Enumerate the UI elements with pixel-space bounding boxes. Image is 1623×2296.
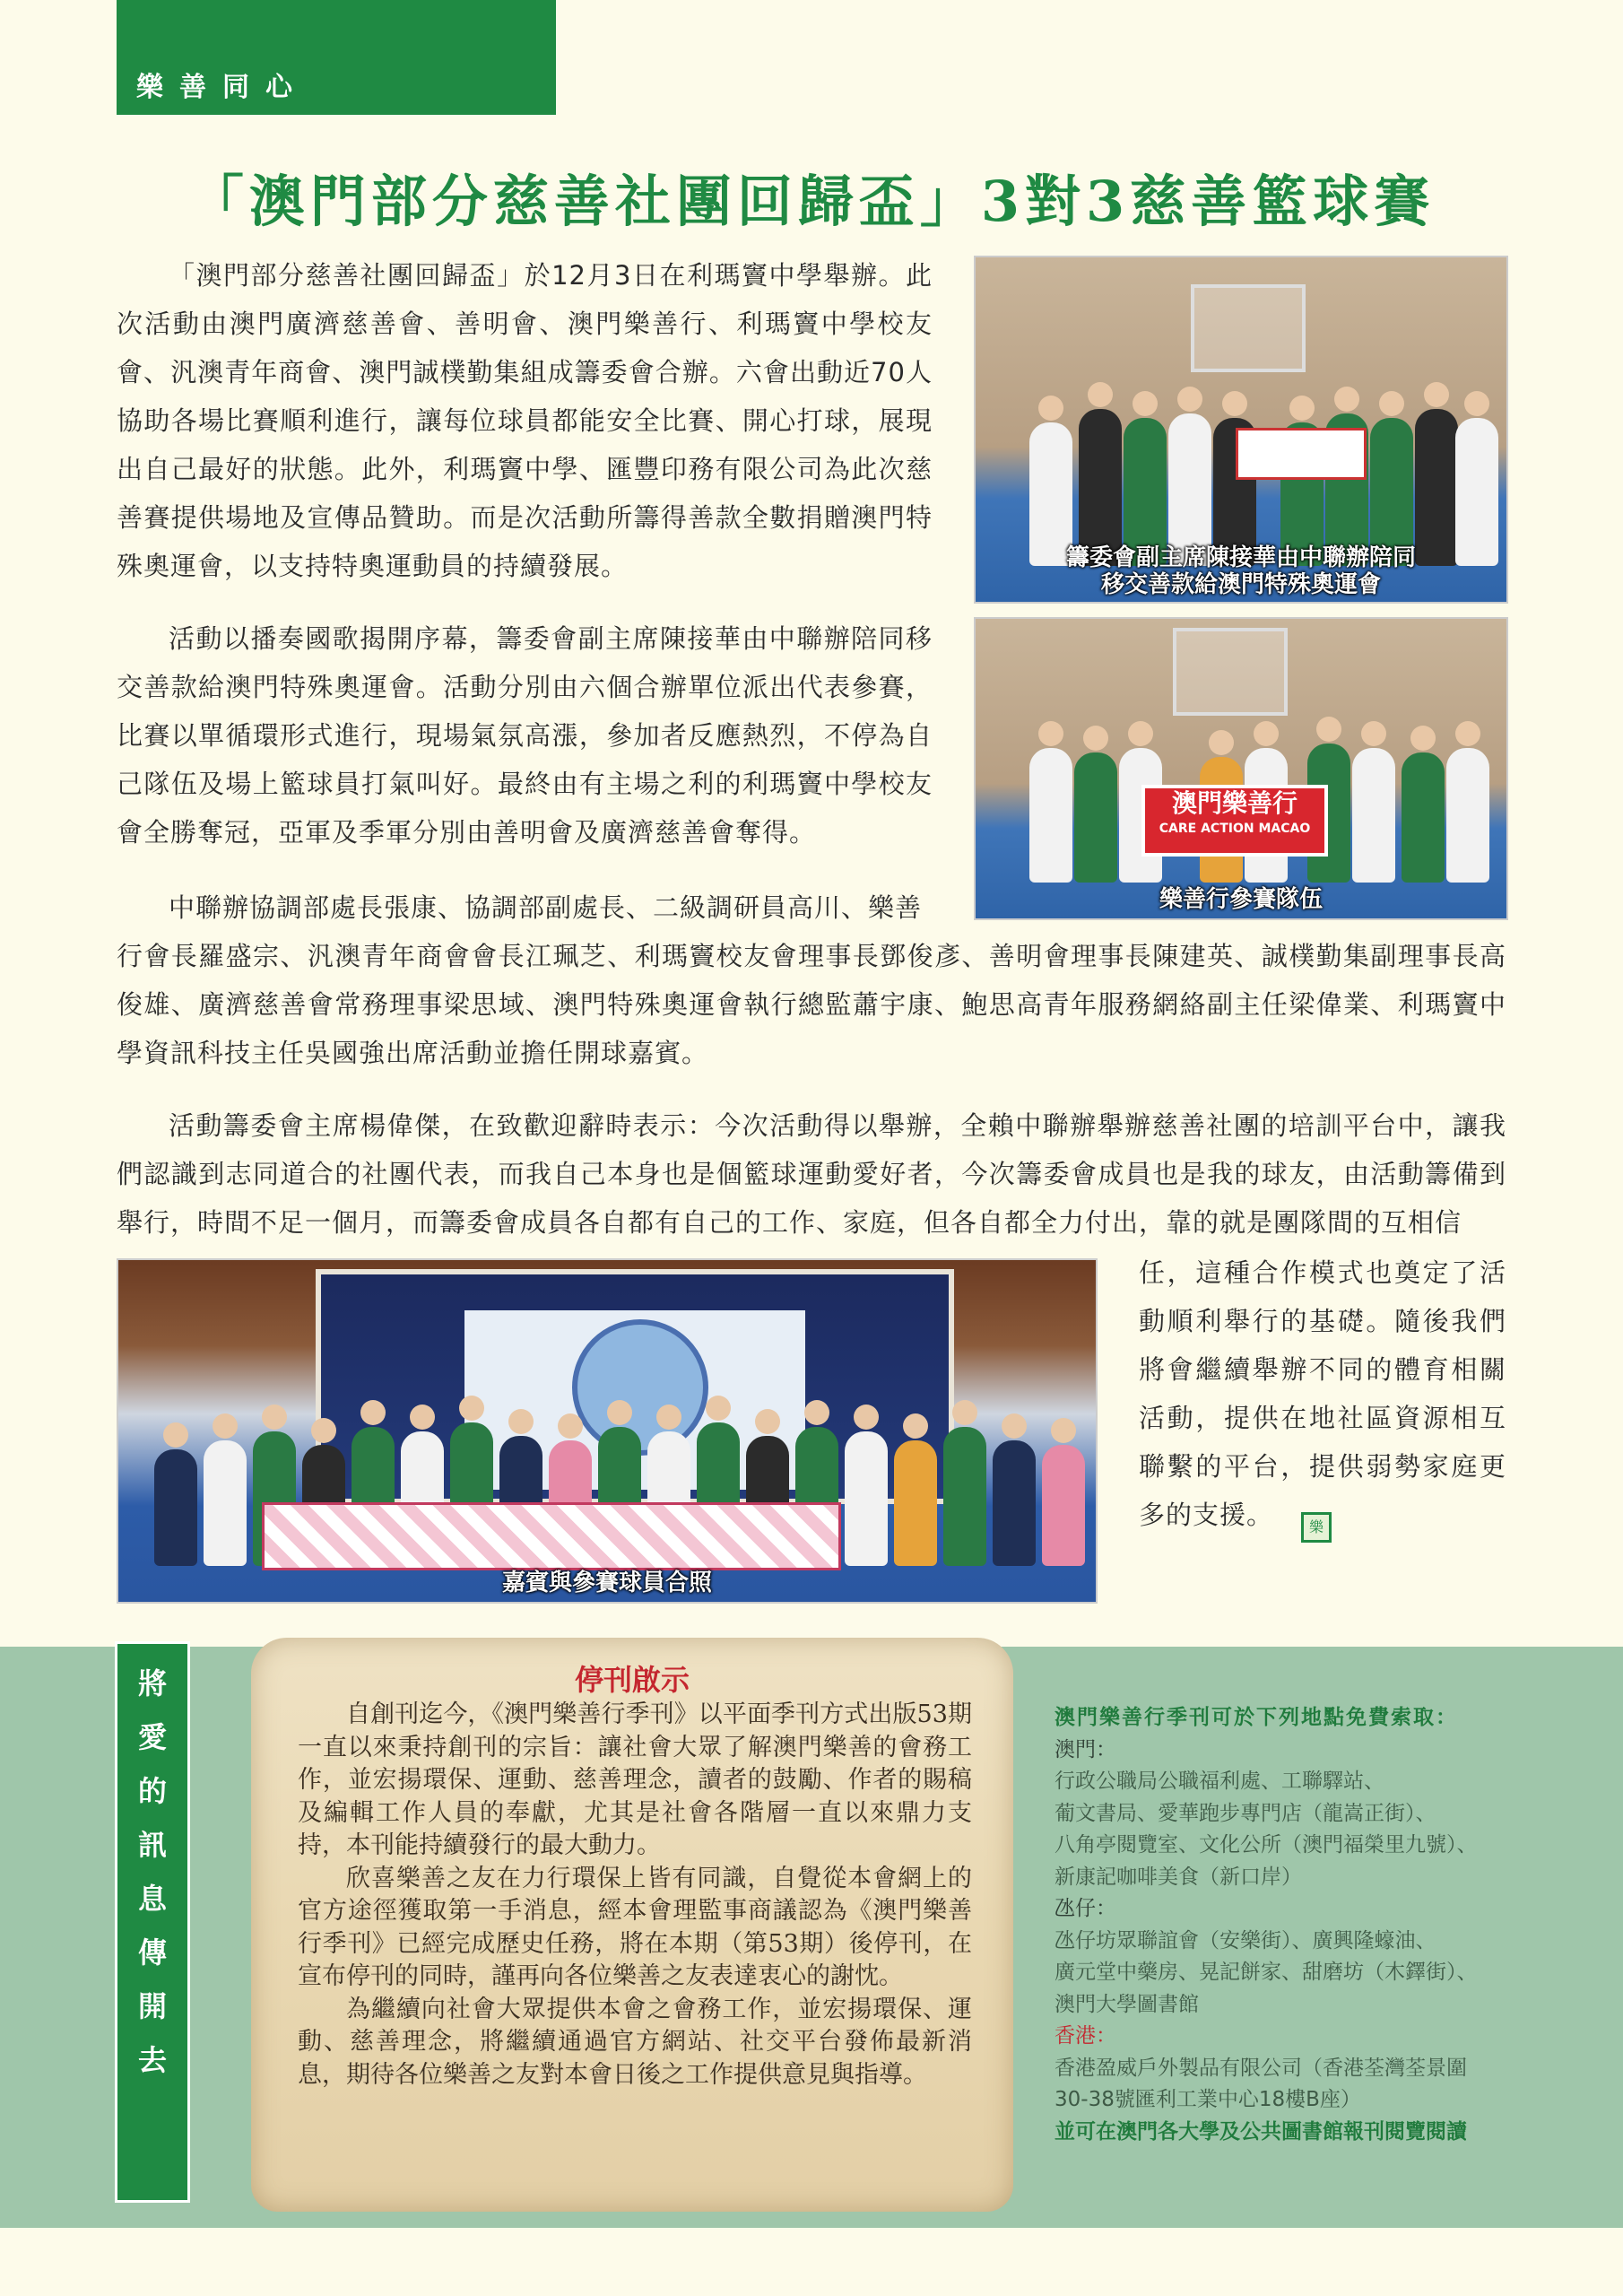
photo-banner: [1141, 785, 1328, 857]
end-mark-icon: 樂: [1301, 1512, 1332, 1543]
hk-line: 30-38號匯利工業中心18樓B座）: [1055, 2088, 1361, 2111]
taipa-line: 氹仔坊眾聯誼會（安樂街）、廣興隆蠔油、: [1055, 1928, 1436, 1952]
notice-paragraph-3: 為繼續向社會大眾提供本會之會務工作，並宏揚環保、運動、慈善理念，將繼續通過官方網站、社交平台發佈最新消息，期待各位樂善之友對本會日後之工作提供意見與指導。: [298, 1995, 972, 2089]
photo-banner-text: 澳門樂善行: [1171, 788, 1298, 818]
notice-paragraph-1: 自創刊迄今，《澳門樂善行季刊》以平面季刊方式出版53期一直以來秉持創刊的宗旨：讓社會大眾了解澳門樂善的會務工作，並宏揚環保、運動、慈善理念，讀者的鼓勵、作者的賜稿及編輯工作人員的奉獻，尤其是社會各階層一直以來鼎力支持，本刊能持續發行的最大動力。: [298, 1700, 972, 1859]
paragraph-3a: 中聯辦協調部處長張康、協調部副處長、二級調研員高川、樂善: [169, 892, 923, 923]
macau-line: 新康記咖啡美食（新口岸）: [1055, 1865, 1302, 1889]
paragraph-1: 「澳門部分慈善社團回歸盃」於12月3日在利瑪竇中學舉辦。此次活動由澳門廣濟慈善會、善明會、澳門樂善行、利瑪竇中學校友會、汎澳青年商會、澳門誠樸勤集組成籌委會合辦。六會出動近70人協助各場比賽順利進行，讓每位球員都能安全比賽、開心打球，展現出自己最好的狀態。此外，利瑪竇中學、匯豐印務有限公司為此次慈善賽提供場地及宣傳品贊助。而是次活動所籌得善款全數捐贈澳門特殊奧運會，以支持特奧運動員的持續發展。: [117, 260, 933, 581]
vertical-tab: [115, 1641, 190, 2203]
vertical-char: 去: [137, 2043, 167, 2077]
photo-team: [974, 617, 1508, 920]
hk-label: 香港：: [1055, 2024, 1116, 2048]
photo-caption-2: 樂善行參賽隊伍: [1159, 886, 1323, 913]
distribution-footer: 並可在澳門各大學及公共圖書館報刊閱覽閱讀: [1055, 2119, 1467, 2144]
macau-label: 澳門：: [1055, 1737, 1116, 1761]
photo-caption-1b: 移交善款給澳門特殊奧運會: [1100, 571, 1381, 598]
notice-body: [298, 1699, 972, 2092]
article-title: 「澳門部分慈善社團回歸盃」3對3慈善籃球賽: [187, 169, 1436, 234]
taipa-label: 氹仔：: [1055, 1897, 1116, 1920]
macau-line: 八角亭閱覽室、文化公所（澳門福榮里九號）、: [1055, 1833, 1478, 1857]
photo-donation: [974, 256, 1508, 604]
vertical-char: 息: [137, 1882, 167, 1916]
macau-line: 行政公職局公職福利處、工聯驛站、: [1055, 1770, 1384, 1793]
hk-line: 香港盈威戶外製品有限公司（香港荃灣荃景圍: [1055, 2056, 1467, 2080]
notice-scroll: [251, 1638, 1013, 2212]
vertical-char: 訊: [137, 1828, 167, 1862]
photo-group: [117, 1258, 1098, 1604]
vertical-char: 開: [137, 1989, 167, 2023]
distribution-heading: 澳門樂善行季刊可於下列地點免費索取：: [1055, 1706, 1458, 1729]
paragraph-2: 活動以播奏國歌揭開序幕，籌委會副主席陳接華由中聯辦陪同移交善款給澳門特殊奧運會。活動分別由六個合辦單位派出代表參賽，比賽以單循環形式進行，現場氣氛高漲，參加者反應熱烈，不停為自己隊伍及場上籃球員打氣叫好。最終由有主場之利的利瑪竇中學校友會全勝奪冠，亞軍及季軍分別由善明會及廣濟慈善會奪得。: [117, 623, 933, 848]
macau-line: 葡文書局、愛華跑步專門店（龍嵩正街）、: [1055, 1801, 1436, 1825]
paragraph-4a: 活動籌委會主席楊偉傑，在致歡迎辭時表示：今次活動得以舉辦，全賴中聯辦舉辦慈善社團的培訓平台中，讓我們認識到志同道合的社團代表，而我自己本身也是個籃球運動愛好者，今次籌委會成員也是我的球友，由活動籌備到舉行，時間不足一個月，而籌委會成員各自都有自己的工作、家庭，但各自都全力付出，靠的就是團隊間的互相信: [117, 1110, 1506, 1238]
notice-title: 停刊啟示: [574, 1663, 690, 1697]
vertical-char: 的: [137, 1774, 167, 1808]
vertical-char: 將: [137, 1666, 167, 1700]
notice-paragraph-2: 欣喜樂善之友在力行環保上皆有同識，自覺從本會網上的官方途徑獲取第一手消息，經本會理監事商議認為《澳門樂善行季刊》已經完成歷史任務，將在本期（第53期）後停刊，在宣布停刊的同時，謹再向各位樂善之友表達衷心的謝忱。: [298, 1864, 972, 1990]
taipa-line: 澳門大學圖書館: [1055, 1992, 1199, 2016]
distribution-list: [1055, 1702, 1539, 2148]
photo-caption-3: 嘉賓與參賽球員合照: [501, 1570, 712, 1596]
paragraph-3b: 行會長羅盛宗、汎澳青年商會會長江珮芝、利瑪竇校友會理事長鄧俊彥、善明會理事長陳建英、誠樸勤集副理事長高俊雄、廣濟慈善會常務理事梁思域、澳門特殊奧運會執行總監蕭宇康、鮑思高青年服務網絡副主任梁偉業、利瑪竇中學資訊科技主任吳國強出席活動並擔任開球嘉賓。: [117, 941, 1506, 1068]
vertical-char: 愛: [137, 1720, 167, 1754]
photo-banner-sub: CARE ACTION MACAO: [1159, 822, 1311, 836]
section-label: 樂善同心: [117, 0, 556, 115]
photo-caption-1a: 籌委會副主席陳接華由中聯辦陪同: [1065, 544, 1416, 571]
taipa-line: 廣元堂中藥房、晃記餅家、甜磨坊（木鐸街）、: [1055, 1961, 1478, 1984]
paragraph-4b: 任，這種合作模式也奠定了活動順利舉行的基礎。隨後我們將會繼續舉辦不同的體育相關活動，提供在地社區資源相互聯繫的平台，提供弱勢家庭更多的支援。: [1139, 1257, 1506, 1530]
vertical-char: 傳: [137, 1935, 167, 1970]
